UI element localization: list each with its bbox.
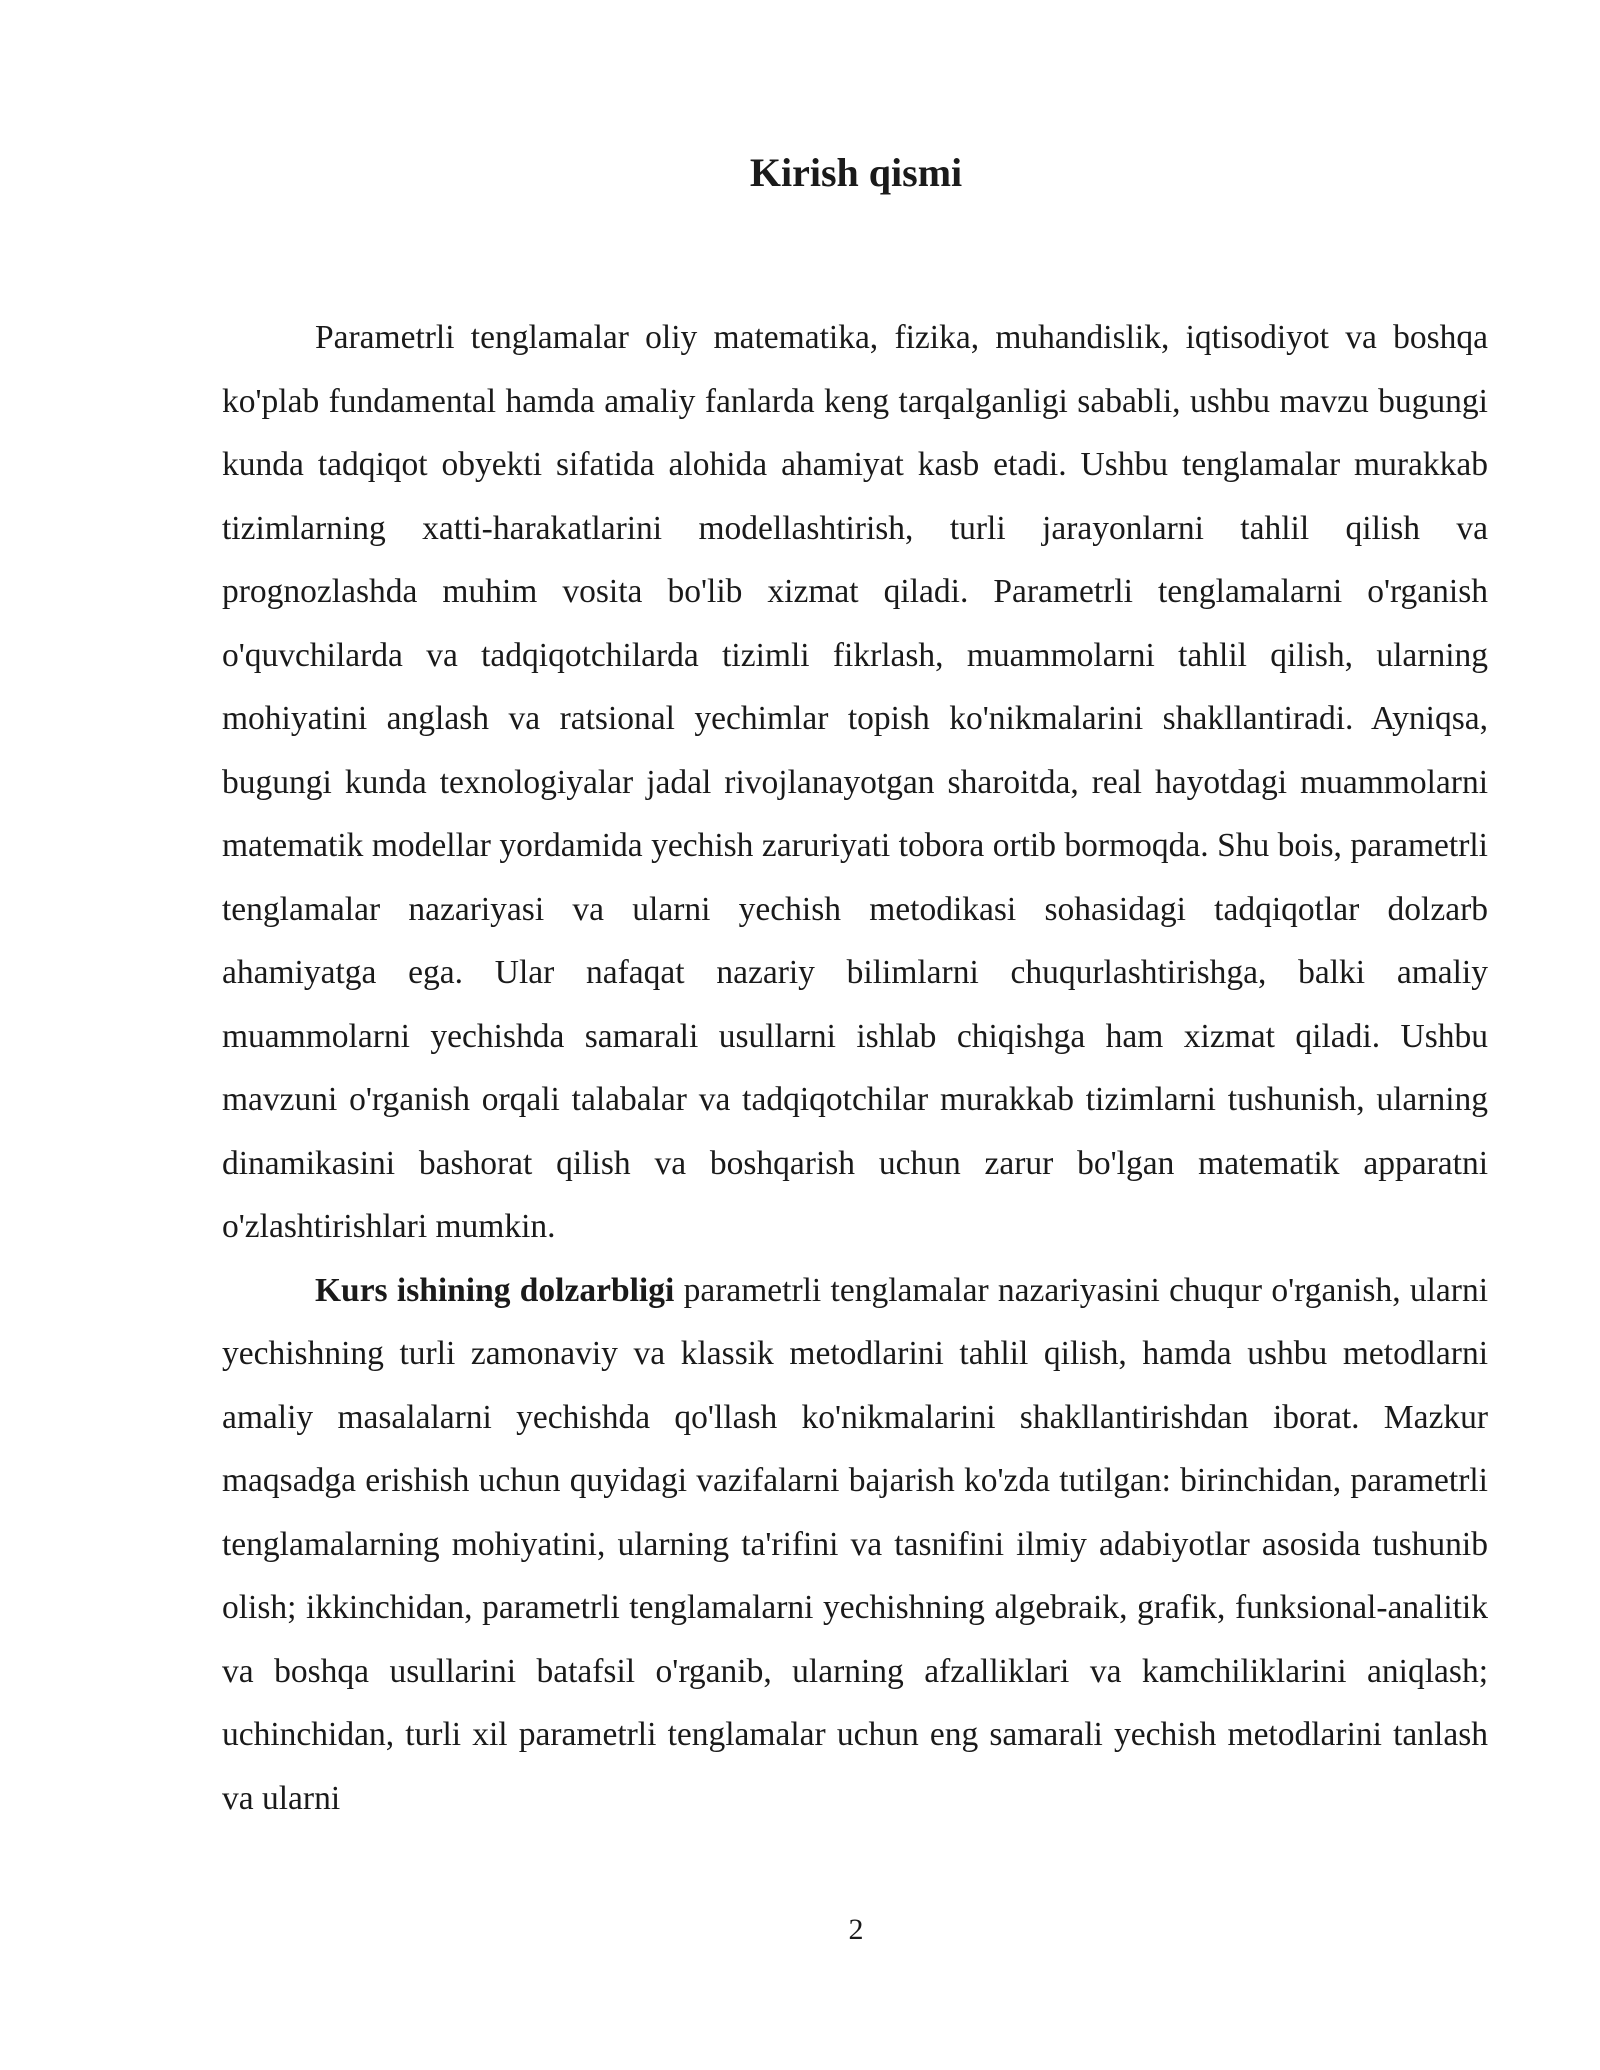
page-number: 2 (848, 1913, 864, 1946)
paragraph-text: parametrli tenglamalar nazariyasini chuqur o'rganish, ularni yechishning turli zamonaviy va klassik metodlarini tahlil qilish, hamda ushbu metodlarni amaliy masalalarni yechishda qo'llash ko'nikmalarini shakllantirishdan iborat. Mazkur maqsadga erishish uchun quyidagi vazifalarni bajarish ko'zda tutilgan: birinchidan, parametrli tenglamalarning mohiyatini, ularning ta'rifini va tasnifini ilmiy adabiyotlar asosida tushunib olish; ikkinchidan, parametrli tenglamalarni yechishning algebraik, grafik, funksional-analitik va boshqa usullarini batafsil o'rganib, ularning afzalliklari va kamchiliklarini aniqlash; uchinchidan, turli xil parametrli tenglamalar uchun eng samarali yechish metodlarini tanlash va ularni (222, 1271, 1488, 1817)
document-body (222, 306, 1488, 1830)
paragraph-lead: Kurs ishining dolzarbligi (315, 1271, 675, 1309)
paragraph-intro (222, 306, 1488, 1259)
page-title: Kirish qismi (749, 150, 963, 195)
paragraph-text: Parametrli tenglamalar oliy matematika, fizika, muhandislik, iqtisodiyot va boshqa ko'plab fundamental hamda amaliy fanlarda keng tarqalganligi sababli, ushbu mavzu bugungi kunda tadqiqot obyekti sifatida alohida ahamiyat kasb etadi. Ushbu tenglamalar murakkab tizimlarning xatti-harakatlarini modellashtirish, turli jarayonlarni tahlil qilish va prognozlashda muhim vosita bo'lib xizmat qiladi. Parametrli tenglamalarni o'rganish o'quvchilarda va tadqiqotchilarda tizimli fikrlash, muammolarni tahlil qilish, ularning mohiyatini anglash va ratsional yechimlar topish ko'nikmalarini shakllantiradi. Ayniqsa, bugungi kunda texnologiyalar jadal rivojlanayotgan sharoitda, real hayotdagi muammolarni matematik modellar yordamida yechish zaruriyati tobora ortib bormoqda. Shu bois, parametrli tenglamalar nazariyasi va ularni yechish metodikasi sohasidagi tadqiqotlar dolzarb ahamiyatga ega. Ular nafaqat nazariy bilimlarni chuqurlashtirishga, balki amaliy muammolarni yechishda samarali usullarni ishlab chiqishga ham xizmat qiladi. Ushbu mavzuni o'rganish orqali talabalar va tadqiqotchilar murakkab tizimlarni tushunish, ularning dinamikasini bashorat qilish va boshqarish uchun zarur bo'lgan matematik apparatni o'zlashtirishlari mumkin. (222, 319, 1488, 1245)
paragraph-relevance (222, 1259, 1488, 1831)
